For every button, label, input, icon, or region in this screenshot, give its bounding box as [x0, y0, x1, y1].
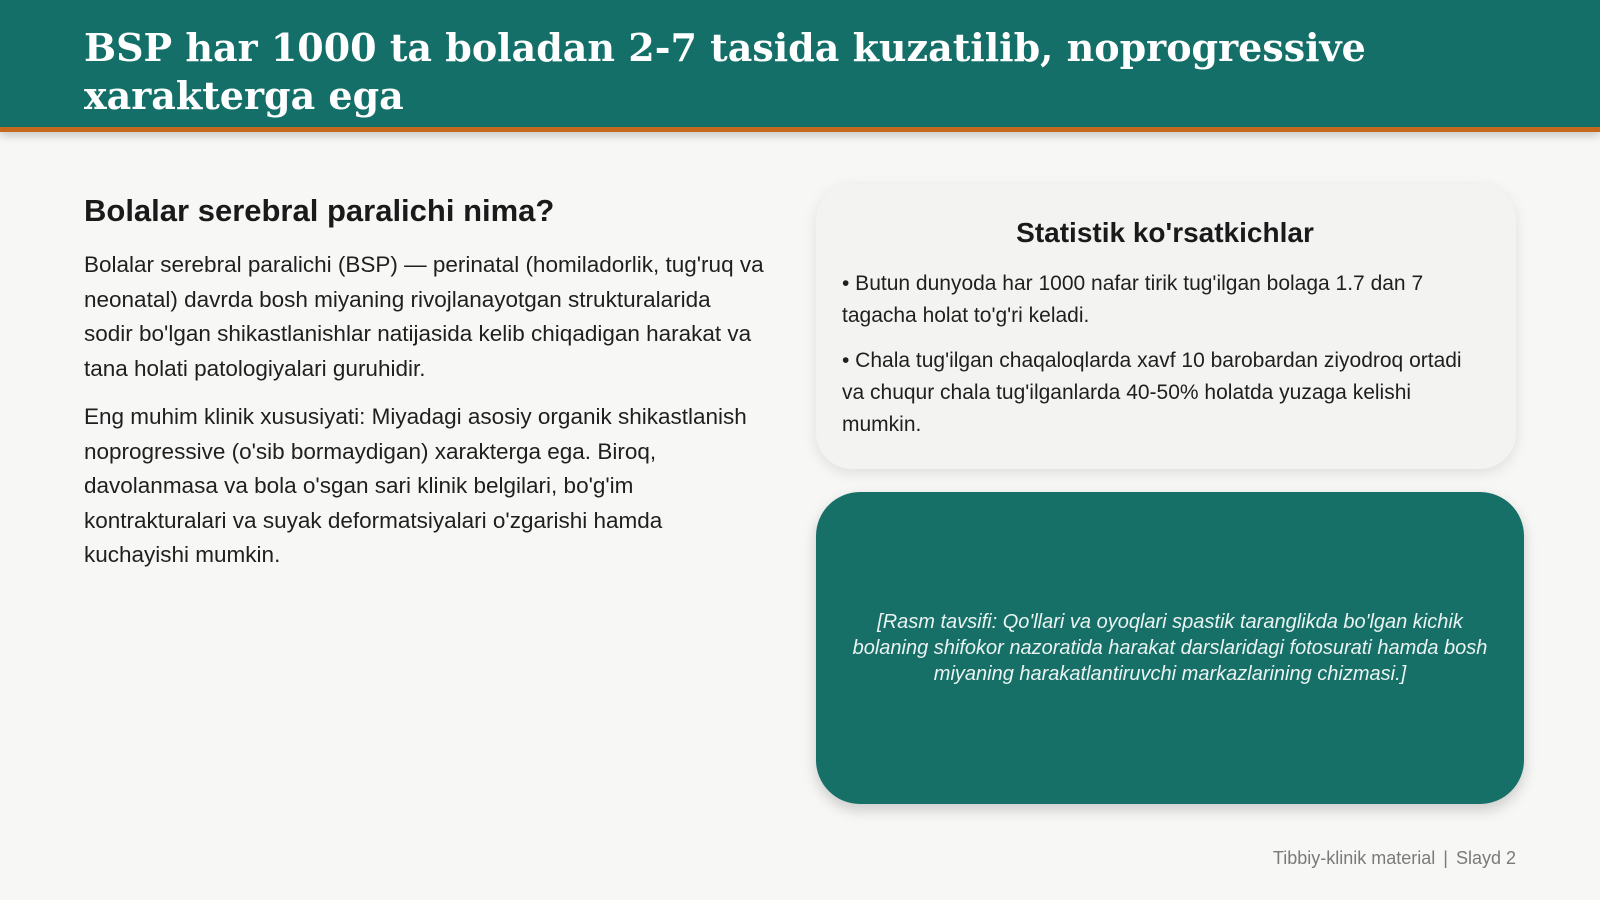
image-placeholder: [816, 492, 1524, 804]
statistics-card: [816, 184, 1516, 469]
statistics-title: Statistik ko'rsatkichlar: [1016, 217, 1314, 248]
slide-number: Slayd 2: [1455, 848, 1516, 868]
clinical-feature-paragraph: Eng muhim klinik xususiyati: Miyadagi asosiy organik shikastlanish noprogressive (o'sib bormaydigan) xarakterga ega. Biroq, davolanmasa va bola o'sgan sari klinik belgilari, bo'g'im kontrakturalari va suyak deformatsiyalari o'zgarishi hamda kuchayishi mumkin.: [84, 404, 747, 567]
statistics-item: • Chala tug'ilgan chaqaloqlarda xavf 10 barobardan ziyodroq ortadi va chuqur chala tug'ilganlarda 40-50% holatda yuzaga kelishi mumkin.: [842, 349, 1462, 436]
image-caption: [Rasm tavsifi: Qo'llari va oyoqlari spastik taranglikda bo'lgan kichik bolaning shifokor nazoratida harakat darslaridagi fotosurati hamda bosh miyaning harakatlantiruvchi markazlarining chizmasi.]: [852, 611, 1488, 685]
definition-paragraph: Bolalar serebral paralichi (BSP) — perinatal (homiladorlik, tug'ruq va neonatal) davrda bosh miyaning rivojlanayotgan strukturalarida sodir bo'lgan shikastlanishlar natijasida kelib chiqadigan harakat va tana holati patologiyalari guruhidir.: [84, 252, 764, 381]
slide-footer: [1273, 847, 1516, 869]
slide-header: [0, 0, 1600, 132]
slide-title: BSP har 1000 ta boladan 2-7 tasida kuzatilib, noprogressive xarakterga ega: [84, 25, 1366, 118]
footer-separator: |: [1443, 848, 1448, 868]
definition-section: [84, 192, 764, 587]
footer-source: Tibbiy-klinik material: [1272, 848, 1436, 868]
statistics-item: • Butun dunyoda har 1000 nafar tirik tug'ilgan bolaga 1.7 dan 7 tagacha holat to'g'ri keladi.: [842, 272, 1424, 327]
section-heading: Bolalar serebral paralichi nima?: [84, 193, 555, 228]
